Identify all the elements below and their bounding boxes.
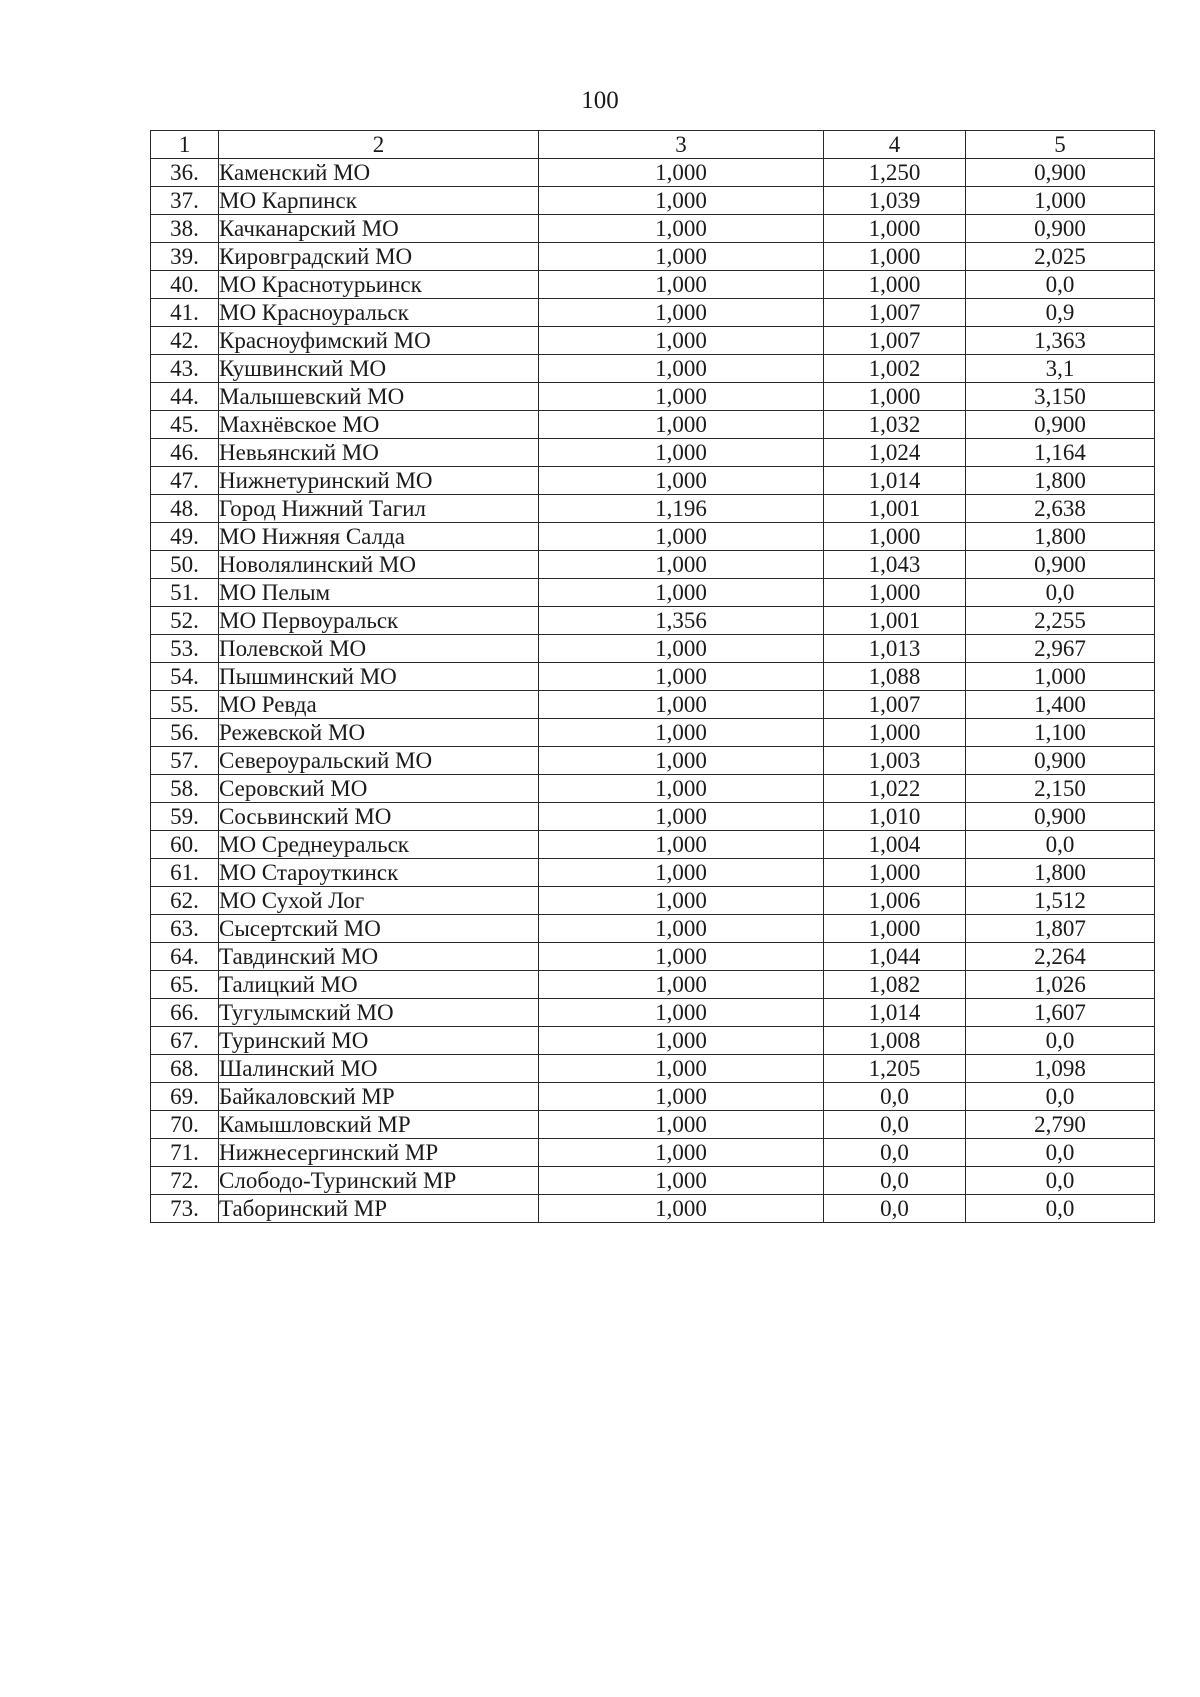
municipality-name-cell: МО Ревда bbox=[219, 691, 539, 719]
column-5-value-cell: 1,000 bbox=[966, 663, 1155, 691]
column-header-3: 3 bbox=[539, 131, 824, 159]
table-row bbox=[151, 523, 1155, 551]
table-header bbox=[151, 131, 1155, 159]
row-number-cell: 54. bbox=[151, 663, 219, 691]
municipality-name-cell: Режевской МО bbox=[219, 719, 539, 747]
row-number-cell: 63. bbox=[151, 915, 219, 943]
column-3-value-cell: 1,000 bbox=[539, 299, 824, 327]
table-row bbox=[151, 1111, 1155, 1139]
municipality-name-cell: Сысертский МО bbox=[219, 915, 539, 943]
column-5-value-cell: 1,000 bbox=[966, 187, 1155, 215]
column-4-value-cell: 1,039 bbox=[824, 187, 966, 215]
column-3-value-cell: 1,000 bbox=[539, 215, 824, 243]
municipality-name-cell: МО Пелым bbox=[219, 579, 539, 607]
row-number-cell: 46. bbox=[151, 439, 219, 467]
row-number-cell: 67. bbox=[151, 1027, 219, 1055]
table-row bbox=[151, 747, 1155, 775]
column-3-value-cell: 1,000 bbox=[539, 551, 824, 579]
column-4-value-cell: 1,010 bbox=[824, 803, 966, 831]
municipality-name-cell: МО Красноуральск bbox=[219, 299, 539, 327]
row-number-cell: 70. bbox=[151, 1111, 219, 1139]
column-4-value-cell: 0,0 bbox=[824, 1195, 966, 1223]
column-5-value-cell: 1,800 bbox=[966, 859, 1155, 887]
table-row bbox=[151, 271, 1155, 299]
column-5-value-cell: 0,0 bbox=[966, 1083, 1155, 1111]
row-number-cell: 39. bbox=[151, 243, 219, 271]
column-3-value-cell: 1,000 bbox=[539, 439, 824, 467]
column-4-value-cell: 1,088 bbox=[824, 663, 966, 691]
column-4-value-cell: 1,007 bbox=[824, 691, 966, 719]
column-3-value-cell: 1,000 bbox=[539, 1055, 824, 1083]
column-4-value-cell: 1,001 bbox=[824, 495, 966, 523]
column-5-value-cell: 1,100 bbox=[966, 719, 1155, 747]
column-3-value-cell: 1,000 bbox=[539, 355, 824, 383]
column-4-value-cell: 1,000 bbox=[824, 271, 966, 299]
column-3-value-cell: 1,000 bbox=[539, 831, 824, 859]
column-3-value-cell: 1,000 bbox=[539, 1167, 824, 1195]
column-5-value-cell: 2,967 bbox=[966, 635, 1155, 663]
row-number-cell: 47. bbox=[151, 467, 219, 495]
row-number-cell: 58. bbox=[151, 775, 219, 803]
table-body bbox=[151, 159, 1155, 1223]
municipality-name-cell: Кушвинский МО bbox=[219, 355, 539, 383]
municipality-name-cell: Пышминский МО bbox=[219, 663, 539, 691]
table-row bbox=[151, 635, 1155, 663]
municipality-name-cell: МО Карпинск bbox=[219, 187, 539, 215]
table-row bbox=[151, 943, 1155, 971]
column-3-value-cell: 1,000 bbox=[539, 383, 824, 411]
table-row bbox=[151, 215, 1155, 243]
column-5-value-cell: 1,807 bbox=[966, 915, 1155, 943]
table-row bbox=[151, 187, 1155, 215]
municipality-name-cell: Слободо-Туринский МР bbox=[219, 1167, 539, 1195]
column-3-value-cell: 1,000 bbox=[539, 859, 824, 887]
column-3-value-cell: 1,000 bbox=[539, 803, 824, 831]
municipality-name-cell: МО Первоуральск bbox=[219, 607, 539, 635]
column-3-value-cell: 1,000 bbox=[539, 747, 824, 775]
row-number-cell: 59. bbox=[151, 803, 219, 831]
column-4-value-cell: 1,008 bbox=[824, 1027, 966, 1055]
column-4-value-cell: 1,000 bbox=[824, 523, 966, 551]
column-5-value-cell: 1,607 bbox=[966, 999, 1155, 1027]
municipality-name-cell: МО Староуткинск bbox=[219, 859, 539, 887]
column-4-value-cell: 1,044 bbox=[824, 943, 966, 971]
column-4-value-cell: 0,0 bbox=[824, 1167, 966, 1195]
column-5-value-cell: 0,900 bbox=[966, 747, 1155, 775]
municipality-name-cell: Кировградский МО bbox=[219, 243, 539, 271]
column-3-value-cell: 1,000 bbox=[539, 971, 824, 999]
table-row bbox=[151, 915, 1155, 943]
column-4-value-cell: 1,000 bbox=[824, 579, 966, 607]
table-row bbox=[151, 159, 1155, 187]
column-3-value-cell: 1,000 bbox=[539, 523, 824, 551]
table-row bbox=[151, 327, 1155, 355]
municipality-name-cell: Малышевский МО bbox=[219, 383, 539, 411]
municipality-name-cell: Тавдинский МО bbox=[219, 943, 539, 971]
column-4-value-cell: 1,000 bbox=[824, 859, 966, 887]
row-number-cell: 50. bbox=[151, 551, 219, 579]
column-5-value-cell: 0,900 bbox=[966, 215, 1155, 243]
row-number-cell: 57. bbox=[151, 747, 219, 775]
column-4-value-cell: 1,205 bbox=[824, 1055, 966, 1083]
column-3-value-cell: 1,000 bbox=[539, 187, 824, 215]
column-5-value-cell: 2,638 bbox=[966, 495, 1155, 523]
row-number-cell: 38. bbox=[151, 215, 219, 243]
row-number-cell: 61. bbox=[151, 859, 219, 887]
column-4-value-cell: 1,000 bbox=[824, 215, 966, 243]
municipality-name-cell: Байкаловский МР bbox=[219, 1083, 539, 1111]
row-number-cell: 48. bbox=[151, 495, 219, 523]
column-4-value-cell: 1,000 bbox=[824, 915, 966, 943]
column-5-value-cell: 2,025 bbox=[966, 243, 1155, 271]
column-4-value-cell: 1,082 bbox=[824, 971, 966, 999]
column-5-value-cell: 3,150 bbox=[966, 383, 1155, 411]
page-number: 100 bbox=[581, 87, 619, 114]
table-row bbox=[151, 719, 1155, 747]
column-5-value-cell: 1,400 bbox=[966, 691, 1155, 719]
row-number-cell: 60. bbox=[151, 831, 219, 859]
table-row bbox=[151, 1139, 1155, 1167]
municipality-name-cell: Североуральский МО bbox=[219, 747, 539, 775]
table-row bbox=[151, 607, 1155, 635]
table-row bbox=[151, 1055, 1155, 1083]
column-4-value-cell: 1,250 bbox=[824, 159, 966, 187]
column-4-value-cell: 0,0 bbox=[824, 1139, 966, 1167]
municipality-name-cell: МО Нижняя Салда bbox=[219, 523, 539, 551]
row-number-cell: 55. bbox=[151, 691, 219, 719]
column-5-value-cell: 0,0 bbox=[966, 1195, 1155, 1223]
municipality-name-cell: Шалинский МО bbox=[219, 1055, 539, 1083]
column-3-value-cell: 1,000 bbox=[539, 411, 824, 439]
row-number-cell: 64. bbox=[151, 943, 219, 971]
municipality-name-cell: Город Нижний Тагил bbox=[219, 495, 539, 523]
municipality-name-cell: Туринский МО bbox=[219, 1027, 539, 1055]
column-4-value-cell: 1,007 bbox=[824, 299, 966, 327]
column-5-value-cell: 0,0 bbox=[966, 831, 1155, 859]
column-5-value-cell: 2,264 bbox=[966, 943, 1155, 971]
municipality-name-cell: Новолялинский МО bbox=[219, 551, 539, 579]
column-4-value-cell: 1,000 bbox=[824, 243, 966, 271]
table-row bbox=[151, 887, 1155, 915]
header-row bbox=[151, 131, 1155, 159]
column-4-value-cell: 1,000 bbox=[824, 383, 966, 411]
municipality-name-cell: Полевской МО bbox=[219, 635, 539, 663]
column-5-value-cell: 0,0 bbox=[966, 271, 1155, 299]
table-row bbox=[151, 383, 1155, 411]
row-number-cell: 41. bbox=[151, 299, 219, 327]
column-5-value-cell: 1,512 bbox=[966, 887, 1155, 915]
municipality-name-cell: Махнёвское МО bbox=[219, 411, 539, 439]
column-4-value-cell: 1,001 bbox=[824, 607, 966, 635]
table-row bbox=[151, 691, 1155, 719]
column-5-value-cell: 2,255 bbox=[966, 607, 1155, 635]
column-header-4: 4 bbox=[824, 131, 966, 159]
row-number-cell: 68. bbox=[151, 1055, 219, 1083]
municipality-name-cell: Талицкий МО bbox=[219, 971, 539, 999]
municipality-name-cell: Таборинский МР bbox=[219, 1195, 539, 1223]
municipality-name-cell: Качканарский МО bbox=[219, 215, 539, 243]
column-5-value-cell: 1,800 bbox=[966, 523, 1155, 551]
municipality-name-cell: Камышловский МР bbox=[219, 1111, 539, 1139]
data-table bbox=[150, 130, 1155, 1223]
column-3-value-cell: 1,356 bbox=[539, 607, 824, 635]
row-number-cell: 37. bbox=[151, 187, 219, 215]
column-5-value-cell: 0,0 bbox=[966, 579, 1155, 607]
column-3-value-cell: 1,000 bbox=[539, 887, 824, 915]
column-5-value-cell: 1,164 bbox=[966, 439, 1155, 467]
row-number-cell: 73. bbox=[151, 1195, 219, 1223]
column-3-value-cell: 1,000 bbox=[539, 467, 824, 495]
column-3-value-cell: 1,000 bbox=[539, 775, 824, 803]
column-5-value-cell: 1,800 bbox=[966, 467, 1155, 495]
column-4-value-cell: 0,0 bbox=[824, 1111, 966, 1139]
table-row bbox=[151, 355, 1155, 383]
table-row bbox=[151, 467, 1155, 495]
column-4-value-cell: 1,004 bbox=[824, 831, 966, 859]
column-3-value-cell: 1,000 bbox=[539, 663, 824, 691]
municipality-name-cell: МО Среднеуральск bbox=[219, 831, 539, 859]
municipality-name-cell: Невьянский МО bbox=[219, 439, 539, 467]
row-number-cell: 45. bbox=[151, 411, 219, 439]
row-number-cell: 72. bbox=[151, 1167, 219, 1195]
column-3-value-cell: 1,196 bbox=[539, 495, 824, 523]
column-5-value-cell: 1,026 bbox=[966, 971, 1155, 999]
table-row bbox=[151, 1083, 1155, 1111]
column-4-value-cell: 0,0 bbox=[824, 1083, 966, 1111]
table-row bbox=[151, 551, 1155, 579]
column-4-value-cell: 1,032 bbox=[824, 411, 966, 439]
table-row bbox=[151, 663, 1155, 691]
table-row bbox=[151, 411, 1155, 439]
municipality-name-cell: Тугулымский МО bbox=[219, 999, 539, 1027]
table-row bbox=[151, 243, 1155, 271]
column-5-value-cell: 2,150 bbox=[966, 775, 1155, 803]
column-5-value-cell: 0,0 bbox=[966, 1027, 1155, 1055]
column-4-value-cell: 1,007 bbox=[824, 327, 966, 355]
column-3-value-cell: 1,000 bbox=[539, 1139, 824, 1167]
municipality-name-cell: МО Сухой Лог bbox=[219, 887, 539, 915]
column-header-5: 5 bbox=[966, 131, 1155, 159]
row-number-cell: 62. bbox=[151, 887, 219, 915]
row-number-cell: 51. bbox=[151, 579, 219, 607]
column-3-value-cell: 1,000 bbox=[539, 271, 824, 299]
row-number-cell: 66. bbox=[151, 999, 219, 1027]
row-number-cell: 36. bbox=[151, 159, 219, 187]
column-4-value-cell: 1,022 bbox=[824, 775, 966, 803]
column-3-value-cell: 1,000 bbox=[539, 159, 824, 187]
table-row bbox=[151, 439, 1155, 467]
column-4-value-cell: 1,006 bbox=[824, 887, 966, 915]
column-3-value-cell: 1,000 bbox=[539, 1083, 824, 1111]
column-3-value-cell: 1,000 bbox=[539, 943, 824, 971]
municipality-name-cell: Серовский МО bbox=[219, 775, 539, 803]
table-row bbox=[151, 1027, 1155, 1055]
column-4-value-cell: 1,024 bbox=[824, 439, 966, 467]
column-4-value-cell: 1,014 bbox=[824, 999, 966, 1027]
column-3-value-cell: 1,000 bbox=[539, 719, 824, 747]
column-5-value-cell: 0,900 bbox=[966, 411, 1155, 439]
column-3-value-cell: 1,000 bbox=[539, 999, 824, 1027]
column-5-value-cell: 1,098 bbox=[966, 1055, 1155, 1083]
table-row bbox=[151, 971, 1155, 999]
table-row bbox=[151, 1195, 1155, 1223]
column-3-value-cell: 1,000 bbox=[539, 1027, 824, 1055]
column-3-value-cell: 1,000 bbox=[539, 635, 824, 663]
column-3-value-cell: 1,000 bbox=[539, 915, 824, 943]
column-5-value-cell: 0,0 bbox=[966, 1139, 1155, 1167]
municipality-name-cell: Красноуфимский МО bbox=[219, 327, 539, 355]
column-5-value-cell: 2,790 bbox=[966, 1111, 1155, 1139]
row-number-cell: 69. bbox=[151, 1083, 219, 1111]
municipality-name-cell: Нижнесергинский МР bbox=[219, 1139, 539, 1167]
column-5-value-cell: 1,363 bbox=[966, 327, 1155, 355]
municipality-name-cell: МО Краснотурьинск bbox=[219, 271, 539, 299]
row-number-cell: 40. bbox=[151, 271, 219, 299]
table-row bbox=[151, 999, 1155, 1027]
row-number-cell: 43. bbox=[151, 355, 219, 383]
column-header-2: 2 bbox=[219, 131, 539, 159]
column-4-value-cell: 1,014 bbox=[824, 467, 966, 495]
column-5-value-cell: 0,0 bbox=[966, 1167, 1155, 1195]
row-number-cell: 44. bbox=[151, 383, 219, 411]
row-number-cell: 56. bbox=[151, 719, 219, 747]
column-5-value-cell: 0,9 bbox=[966, 299, 1155, 327]
row-number-cell: 53. bbox=[151, 635, 219, 663]
column-4-value-cell: 1,003 bbox=[824, 747, 966, 775]
table-row bbox=[151, 299, 1155, 327]
column-5-value-cell: 0,900 bbox=[966, 551, 1155, 579]
column-3-value-cell: 1,000 bbox=[539, 327, 824, 355]
column-5-value-cell: 0,900 bbox=[966, 803, 1155, 831]
table-row bbox=[151, 803, 1155, 831]
table-row bbox=[151, 579, 1155, 607]
column-4-value-cell: 1,000 bbox=[824, 719, 966, 747]
row-number-cell: 42. bbox=[151, 327, 219, 355]
row-number-cell: 71. bbox=[151, 1139, 219, 1167]
row-number-cell: 52. bbox=[151, 607, 219, 635]
column-header-1: 1 bbox=[151, 131, 219, 159]
table-row bbox=[151, 831, 1155, 859]
municipality-name-cell: Каменский МО bbox=[219, 159, 539, 187]
column-3-value-cell: 1,000 bbox=[539, 579, 824, 607]
column-4-value-cell: 1,002 bbox=[824, 355, 966, 383]
municipality-name-cell: Нижнетуринский МО bbox=[219, 467, 539, 495]
column-5-value-cell: 3,1 bbox=[966, 355, 1155, 383]
column-3-value-cell: 1,000 bbox=[539, 1111, 824, 1139]
column-3-value-cell: 1,000 bbox=[539, 1195, 824, 1223]
column-3-value-cell: 1,000 bbox=[539, 691, 824, 719]
municipality-name-cell: Сосьвинский МО bbox=[219, 803, 539, 831]
table-row bbox=[151, 859, 1155, 887]
table-row bbox=[151, 775, 1155, 803]
column-3-value-cell: 1,000 bbox=[539, 243, 824, 271]
row-number-cell: 49. bbox=[151, 523, 219, 551]
table-row bbox=[151, 495, 1155, 523]
table-row bbox=[151, 1167, 1155, 1195]
column-4-value-cell: 1,013 bbox=[824, 635, 966, 663]
row-number-cell: 65. bbox=[151, 971, 219, 999]
column-5-value-cell: 0,900 bbox=[966, 159, 1155, 187]
column-4-value-cell: 1,043 bbox=[824, 551, 966, 579]
